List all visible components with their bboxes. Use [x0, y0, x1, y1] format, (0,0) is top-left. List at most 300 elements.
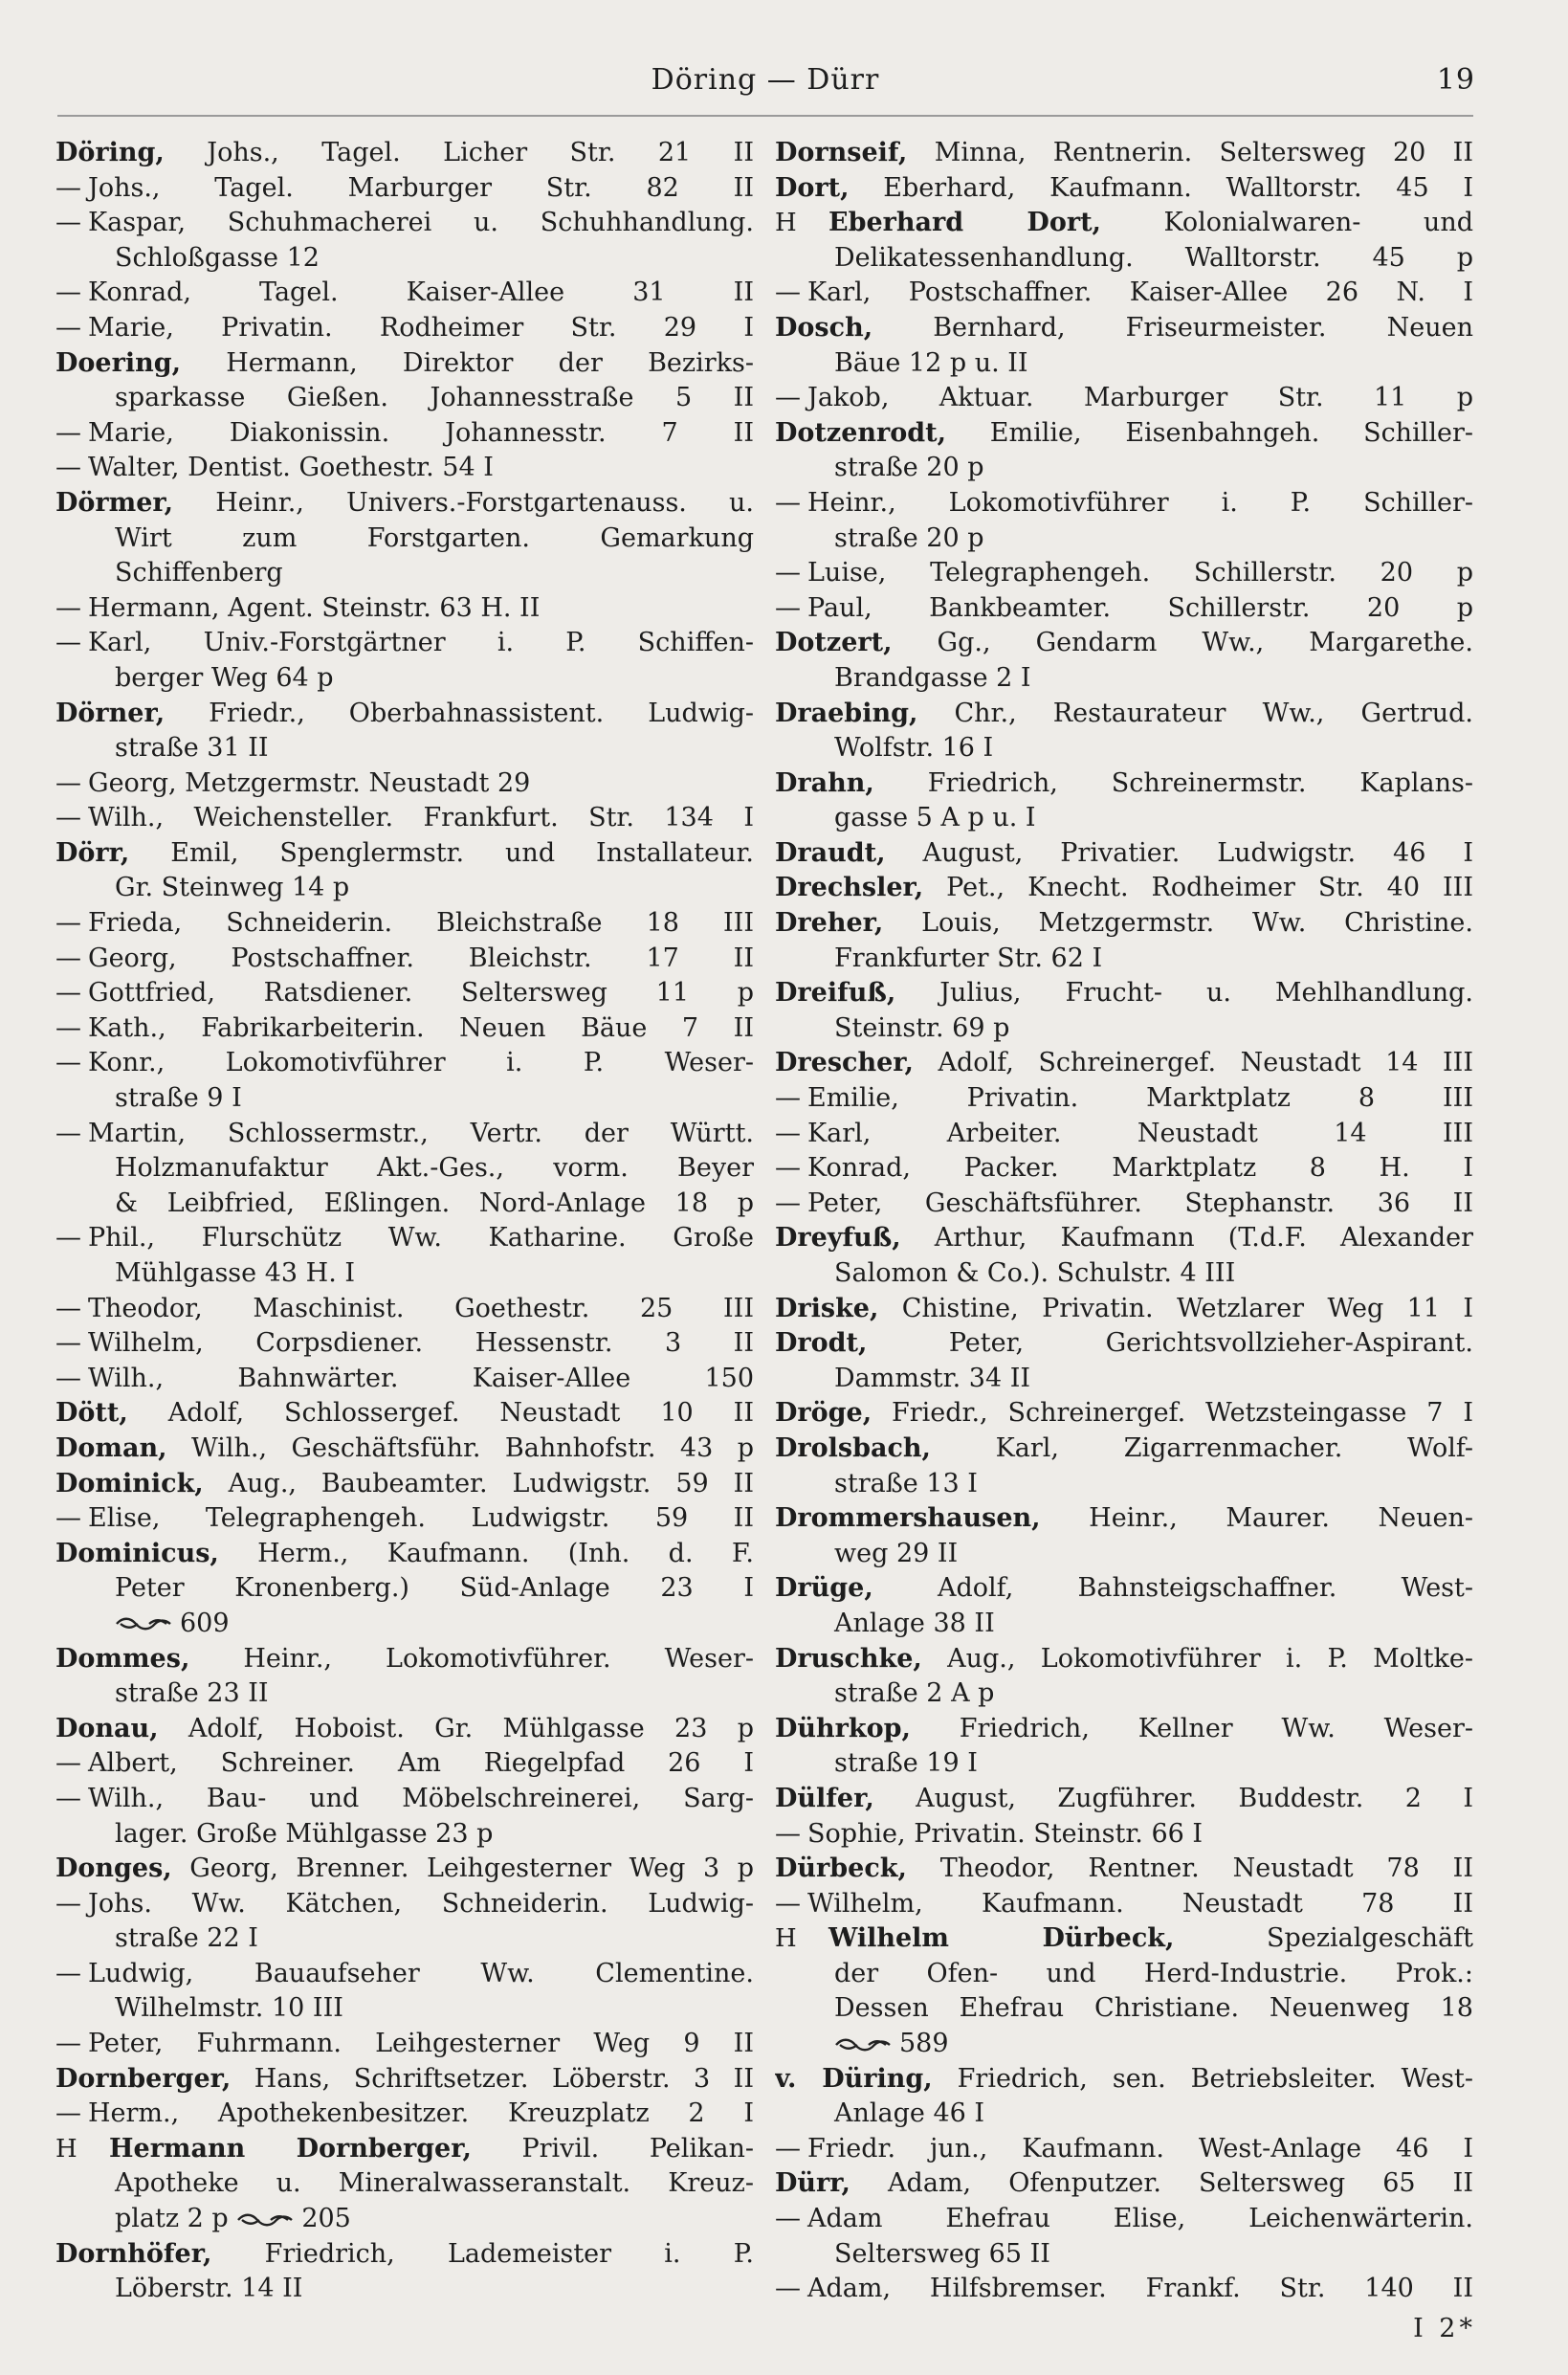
sub-entry-line [55, 2027, 754, 2062]
dash-mark: — [55, 453, 81, 483]
sub-entry-line [55, 801, 754, 836]
continuation-line [55, 2272, 754, 2307]
entry-head-line [775, 766, 1473, 802]
entry-text: Johs. Ww. Kätchen, Schneiderin. Ludwig- [88, 1888, 754, 1919]
running-head: Döring — Dürr [651, 63, 880, 97]
sub-entry-line [775, 2202, 1473, 2237]
surname: Drodt, [775, 1328, 868, 1359]
business-entry-line [775, 1921, 1473, 1957]
entry-text: Adolf, Bahnsteigschaffner. West- [872, 1573, 1473, 1604]
entry-text: Heinr., Maurer. Neuen- [1040, 1503, 1473, 1534]
entry-head-line [775, 1221, 1473, 1256]
sub-entry-line [775, 486, 1473, 522]
surname: Dreher, [775, 908, 884, 939]
dash-mark: — [55, 592, 81, 623]
entry-text: Dessen Ehefrau Christiane. Neuenweg 18 [834, 1993, 1473, 2024]
entry-text: Mühlgasse 43 H. I [115, 1258, 356, 1288]
entry-text: Ludwig, Bauaufseher Ww. Clementine. [88, 1958, 754, 1988]
entry-text: straße 23 II [115, 1678, 269, 1709]
entry-text: Peter Kronenberg.) Süd-Anlage 23 I [115, 1573, 754, 1604]
entry-text: Johs., Tagel. Marburger Str. 82 II [88, 172, 754, 203]
entry-text: straße 13 I [834, 1468, 978, 1498]
entry-head-line [775, 626, 1473, 661]
continuation-line [55, 1676, 754, 1712]
entry-text: Theodor, Maschinist. Goethestr. 25 III [88, 1293, 754, 1323]
surname: Dött, [55, 1398, 128, 1429]
entry-text: August, Privatier. Ludwigstr. 46 I [885, 837, 1473, 868]
dash-mark: — [775, 277, 801, 308]
entry-text: Friedr. jun., Kaufmann. West-Anlage 46 I [807, 2133, 1473, 2164]
entry-head-line [55, 2062, 754, 2098]
entry-text: Marie, Diakonissin. Johannesstr. 7 II [88, 417, 754, 448]
surname: Drommershausen, [775, 1503, 1041, 1534]
entry-text: Heinr., Lokomotivführer i. P. Schiller- [807, 487, 1473, 518]
continuation-line [775, 346, 1473, 382]
sub-entry-line [55, 1746, 754, 1782]
entry-text: Friedr., Schreinergef. Wetzsteingasse 7 I [872, 1398, 1473, 1429]
entry-text: gasse 5 A p u. I [834, 803, 1036, 833]
entry-text: Chr., Restaurateur Ww., Gertrud. [917, 698, 1473, 728]
business-name: Hermann Dornberger, [109, 2133, 472, 2164]
entry-text: weg 29 II [834, 1538, 959, 1568]
dash-mark: — [775, 383, 801, 413]
dash-mark: — [775, 1818, 801, 1849]
sub-entry-line [55, 766, 754, 802]
sub-entry-line [55, 1326, 754, 1362]
entry-text: Anlage 46 I [834, 2098, 985, 2129]
entry-head-line [55, 836, 754, 872]
dash-mark: — [55, 172, 81, 203]
entry-head-line [55, 1852, 754, 1887]
entry-text: Karl, Arbeiter. Neustadt 14 III [807, 1118, 1473, 1148]
sub-entry-line [775, 1081, 1473, 1117]
sub-entry-line [55, 1221, 754, 1256]
entry-head-line [55, 486, 754, 522]
entry-text: Louis, Metzgermstr. Ww. Christine. [883, 908, 1473, 939]
dash-mark: — [775, 487, 801, 518]
entry-head-line [775, 171, 1473, 207]
page-header [57, 63, 1473, 111]
entry-text: Hermann, Agent. Steinstr. 63 H. II [88, 592, 541, 623]
surname: Donges, [55, 1853, 172, 1884]
entry-text: Gg., Gendarm Ww., Margarethe. [892, 628, 1473, 658]
surname: v. Düring, [775, 2063, 933, 2094]
continuation-line [775, 241, 1473, 277]
surname: Dornberger, [55, 2063, 232, 2094]
business-entry-line [775, 206, 1473, 241]
continuation-line [55, 556, 754, 591]
entry-text: Wilh., Bahnwärter. Kaiser-Allee 150 [88, 1363, 754, 1393]
entry-text: Delikatessenhandlung. Walltorstr. 45 p [834, 242, 1473, 273]
surname: Dommes, [55, 1643, 190, 1674]
surname: Dürbeck, [775, 1853, 907, 1884]
sub-entry-line [775, 381, 1473, 416]
sub-entry-line [55, 626, 754, 661]
entry-text: Konr., Lokomotivführer i. P. Weser- [88, 1048, 754, 1078]
telephone-line [55, 1607, 754, 1642]
continuation-line [775, 1676, 1473, 1712]
entry-text: Adam, Ofenputzer. Seltersweg 65 II [850, 2168, 1473, 2199]
continuation-line [775, 1991, 1473, 2027]
entry-text: & Leibfried, Eßlingen. Nord-Anlage 18 p [115, 1188, 754, 1218]
entry-text: Adam, Hilfsbremser. Frankf. Str. 140 II [807, 2274, 1473, 2304]
surname: Dominick, [55, 1468, 204, 1498]
entry-text: Spezialgeschäft [1174, 1923, 1473, 1954]
entry-text: Georg, Metzgermstr. Neustadt 29 [88, 767, 531, 798]
sub-entry-line [55, 311, 754, 346]
entry-head-line [55, 346, 754, 382]
entry-text: straße 31 II [115, 733, 269, 764]
surname: Dörr, [55, 837, 130, 868]
sub-entry-line [55, 1362, 754, 1397]
entry-head-line [775, 1642, 1473, 1677]
business-entry-line [55, 2132, 754, 2167]
entry-head-line [55, 1432, 754, 1467]
continuation-line [55, 1571, 754, 1607]
entry-text: der Ofen- und Herd-Industrie. Prok.: [834, 1958, 1473, 1988]
entry-text: Georg, Postschaffner. Bleichstr. 17 II [88, 943, 754, 973]
continuation-line [55, 1187, 754, 1222]
entry-text: Bäue 12 p u. II [834, 347, 1028, 378]
dash-mark: — [775, 558, 801, 588]
entry-text: Frankfurter Str. 62 I [834, 943, 1103, 973]
continuation-line [775, 1957, 1473, 1992]
surname: Doman, [55, 1432, 167, 1463]
dash-mark: — [55, 417, 81, 448]
surname: Dotzert, [775, 628, 893, 658]
entry-text: Emil, Spenglermstr. und Installateur. [129, 837, 754, 868]
sub-entry-line [775, 276, 1473, 311]
continuation-line [775, 1537, 1473, 1572]
entry-text: Heinr., Univers.-Forstgartenauss. u. [173, 487, 754, 518]
entry-text: Peter, Fuhrmann. Leihgesterner Weg 9 II [88, 2029, 754, 2059]
entry-text: Friedrich, Kellner Ww. Weser- [910, 1713, 1473, 1743]
dash-mark: — [775, 592, 801, 623]
sub-entry-line [55, 276, 754, 311]
entry-text: Salomon & Co.). Schulstr. 4 III [834, 1258, 1236, 1288]
dash-mark: — [55, 943, 81, 973]
entry-head-line [775, 1046, 1473, 1081]
entry-text: Wilh., Weichensteller. Frankfurt. Str. 134 I [88, 803, 754, 833]
continuation-line [775, 1362, 1473, 1397]
dash-mark: — [55, 2029, 81, 2059]
entry-text: Martin, Schlossermstr., Vertr. der Württ. [88, 1118, 754, 1148]
entry-text: Paul, Bankbeamter. Schillerstr. 20 p [807, 592, 1473, 623]
header-rule [57, 115, 1473, 117]
entry-text: Herm., Kaufmann. (Inh. d. F. [218, 1538, 754, 1568]
surname: Drescher, [775, 1048, 914, 1078]
continuation-line [775, 731, 1473, 766]
entry-text: Albert, Schreiner. Am Riegelpfad 26 I [88, 1748, 754, 1779]
continuation-line [775, 451, 1473, 486]
entry-text: Wilhelmstr. 10 III [115, 1993, 343, 2024]
sub-entry-line [775, 2132, 1473, 2167]
page-number: 19 [1436, 63, 1475, 97]
entry-text: Kaspar, Schuhmacherei u. Schuhhandlung. [88, 208, 754, 238]
surname: Döring, [55, 138, 165, 167]
entry-text: Luise, Telegraphengeh. Schillerstr. 20 p [807, 558, 1473, 588]
dash-mark: — [55, 1048, 81, 1078]
telephone-icon [115, 1615, 172, 1632]
continuation-line [55, 1991, 754, 2027]
surname: Dörmer, [55, 487, 174, 518]
sub-entry-line [55, 1011, 754, 1047]
entry-head-line [55, 136, 754, 171]
sub-entry-line [55, 1292, 754, 1327]
sub-entry-line [775, 1187, 1473, 1222]
dash-mark: — [775, 2133, 801, 2164]
business-name: Eberhard Dort, [828, 208, 1101, 238]
sub-entry-line [775, 2272, 1473, 2307]
dash-mark: — [55, 1748, 81, 1779]
entry-text: Minna, Rentnerin. Seltersweg 20 II [907, 138, 1473, 167]
surname: Dörner, [55, 698, 166, 728]
entry-text: straße 22 I [115, 1923, 258, 1954]
dash-mark: — [775, 1188, 801, 1218]
sub-entry-line [55, 171, 754, 207]
entry-head-line [775, 906, 1473, 942]
entry-text: Aug., Baubeamter. Ludwigstr. 59 II [203, 1468, 754, 1498]
surname: Drechsler, [775, 873, 924, 903]
entry-text: Jakob, Aktuar. Marburger Str. 11 p [807, 383, 1473, 413]
entry-text: Sophie, Privatin. Steinstr. 66 I [807, 1818, 1204, 1849]
entry-text: Adam Ehefrau Elise, Leichenwärterin. [807, 2204, 1473, 2234]
surname: Dotzenrodt, [775, 417, 947, 448]
continuation-line [775, 1607, 1473, 1642]
entry-head-line [775, 1852, 1473, 1887]
continuation-line [55, 1817, 754, 1853]
continuation-line [775, 1467, 1473, 1502]
entry-text: Julius, Frucht- u. Mehlhandlung. [895, 978, 1473, 1009]
entry-head-line [775, 1782, 1473, 1817]
entry-text: Aug., Lokomotivführer i. P. Moltke- [921, 1643, 1473, 1674]
entry-text: Kath., Fabrikarbeiterin. Neuen Bäue 7 II [88, 1012, 754, 1043]
continuation-line [775, 1256, 1473, 1292]
entry-text: straße 20 p [834, 453, 984, 483]
entry-text: Karl, Univ.-Forstgärtner i. P. Schiffen- [88, 628, 754, 658]
sub-entry-line [775, 591, 1473, 627]
sub-entry-line [55, 591, 754, 627]
sub-entry-line [55, 416, 754, 452]
entry-text: Peter, Geschäftsführer. Stephanstr. 36 II [807, 1188, 1473, 1218]
entry-text: Wolfstr. 16 I [834, 733, 994, 764]
sub-entry-line [55, 1046, 754, 1081]
entry-head-line [775, 416, 1473, 452]
dash-mark: — [55, 628, 81, 658]
entry-text: Chistine, Privatin. Wetzlarer Weg 11 I [878, 1293, 1473, 1323]
dash-mark: — [775, 1888, 801, 1919]
dash-mark: — [55, 1328, 81, 1359]
entry-text: Theodor, Rentner. Neustadt 78 II [906, 1853, 1473, 1884]
telephone-number: 205 [301, 2204, 351, 2234]
surname: Dornseif, [775, 138, 908, 167]
continuation-line [775, 522, 1473, 557]
entry-head-line [55, 1396, 754, 1432]
continuation-line [55, 1256, 754, 1292]
continuation-line [775, 801, 1473, 836]
right-column [775, 136, 1473, 2307]
left-column [55, 136, 754, 2307]
continuation-line [55, 871, 754, 906]
entry-text: Phil., Flurschütz Ww. Katharine. Große [88, 1223, 754, 1254]
entry-text: Bernhard, Friseurmeister. Neuen [872, 312, 1473, 343]
entry-head-line [775, 1571, 1473, 1607]
entry-head-line [55, 2237, 754, 2273]
sub-entry-line [775, 556, 1473, 591]
surname: Drolsbach, [775, 1432, 931, 1463]
entry-text: Walter, Dentist. Goethestr. 54 I [88, 453, 494, 483]
sub-entry-line [775, 1887, 1473, 1922]
entry-head-line [55, 1712, 754, 1747]
surname: Dreyfuß, [775, 1223, 901, 1254]
dash-mark: — [55, 277, 81, 308]
sub-entry-line [55, 1117, 754, 1152]
sub-entry-line [775, 1817, 1473, 1853]
dash-mark: — [55, 1223, 81, 1254]
sub-entry-line [55, 906, 754, 942]
entry-text: Elise, Telegraphengeh. Ludwigstr. 59 II [88, 1503, 754, 1534]
surname: Draebing, [775, 698, 918, 728]
entry-head-line [775, 1292, 1473, 1327]
telephone-number: 609 [180, 1608, 230, 1638]
continuation-line [55, 2166, 754, 2202]
sub-entry-line [55, 451, 754, 486]
surname: Dührkop, [775, 1713, 911, 1743]
entry-text: straße 19 I [834, 1748, 978, 1779]
dash-mark: — [775, 2204, 801, 2234]
dash-mark: — [55, 312, 81, 343]
entry-head-line [775, 2062, 1473, 2098]
continuation-line [775, 661, 1473, 697]
entry-text: Wilhelm, Corpsdiener. Hessenstr. 3 II [88, 1328, 754, 1359]
dash-mark: — [55, 1363, 81, 1393]
entry-head-line [55, 1467, 754, 1502]
dash-mark: — [55, 2098, 81, 2129]
entry-head-line [775, 871, 1473, 906]
entry-head-line [775, 136, 1473, 171]
sub-entry-line [55, 942, 754, 977]
dash-mark: — [55, 1783, 81, 1813]
entry-text: Steinstr. 69 p [834, 1012, 1010, 1043]
surname: Doering, [55, 347, 181, 378]
business-mark: H [55, 2134, 77, 2164]
entry-head-line [775, 1326, 1473, 1362]
continuation-line [55, 1081, 754, 1117]
continuation-line [55, 381, 754, 416]
entry-text: Dammstr. 34 II [834, 1363, 1031, 1393]
entry-text: Kolonialwaren- und [1100, 208, 1473, 238]
entry-text: Konrad, Packer. Marktplatz 8 H. I [807, 1153, 1473, 1184]
continuation-line [55, 661, 754, 697]
continuation-line [55, 241, 754, 277]
entry-text: Schloßgasse 12 [115, 242, 320, 273]
entry-head-line [55, 1537, 754, 1572]
entry-text: Wirt zum Forstgarten. Gemarkung [115, 522, 754, 553]
entry-text: Hermann, Direktor der Bezirks- [181, 347, 754, 378]
entry-head-line [775, 976, 1473, 1011]
dash-mark: — [55, 1888, 81, 1919]
continuation-line [55, 522, 754, 557]
dash-mark: — [55, 1958, 81, 1988]
entry-text: Eberhard, Kaufmann. Walltorstr. 45 I [849, 172, 1473, 203]
entry-text: Gottfried, Ratsdiener. Seltersweg 11 p [88, 978, 754, 1009]
continuation-line [775, 2237, 1473, 2273]
telephone-icon [236, 2211, 294, 2229]
entry-text: Emilie, Eisenbahngeh. Schiller- [946, 417, 1473, 448]
entry-text: berger Weg 64 p [115, 662, 334, 693]
dash-mark: — [55, 908, 81, 939]
entry-text: Anlage 38 II [834, 1608, 995, 1638]
continuation-line [775, 1746, 1473, 1782]
surname: Drüge, [775, 1573, 873, 1604]
dash-mark: — [775, 1118, 801, 1148]
entry-text: straße 20 p [834, 522, 984, 553]
entry-text: platz 2 p [115, 2204, 237, 2234]
dash-mark: — [775, 1153, 801, 1184]
dash-mark: — [55, 1293, 81, 1323]
sheet-signature: I 2* [1413, 2314, 1476, 2343]
sub-entry-line [775, 1117, 1473, 1152]
dash-mark: — [55, 978, 81, 1009]
surname: Dosch, [775, 312, 873, 343]
entry-text: Löberstr. 14 II [115, 2274, 303, 2304]
entry-text: Konrad, Tagel. Kaiser-Allee 31 II [88, 277, 754, 308]
entry-text: Emilie, Privatin. Marktplatz 8 III [807, 1083, 1473, 1114]
entry-text: Arthur, Kaufmann (T.d.F. Alexander [900, 1223, 1473, 1254]
dash-mark: — [55, 803, 81, 833]
entry-text: Schiffenberg [115, 558, 283, 588]
surname: Donau, [55, 1713, 159, 1743]
sub-entry-line [775, 1151, 1473, 1187]
entry-text: Pet., Knecht. Rodheimer Str. 40 III [923, 873, 1473, 903]
surname: Dürr, [775, 2168, 850, 2199]
dash-mark: — [55, 767, 81, 798]
entry-text: Frieda, Schneiderin. Bleichstraße 18 III [88, 908, 754, 939]
telephone-number: 589 [899, 2029, 949, 2059]
sub-entry-line [55, 206, 754, 241]
telephone-line [775, 2027, 1473, 2062]
entry-text: Herm., Apothekenbesitzer. Kreuzplatz 2 I [88, 2098, 754, 2129]
sub-entry-line [55, 2097, 754, 2132]
dash-mark: — [775, 1083, 801, 1114]
dash-mark: — [55, 1503, 81, 1534]
business-name: Wilhelm Dürbeck, [828, 1923, 1175, 1954]
entry-text: Adolf, Schlossergef. Neustadt 10 II [127, 1398, 754, 1429]
entry-text: Apotheke u. Mineralwasseranstalt. Kreuz- [115, 2168, 754, 2199]
entry-text: Brandgasse 2 I [834, 662, 1031, 693]
sub-entry-line [55, 976, 754, 1011]
entry-text: Heinr., Lokomotivführer. Weser- [189, 1643, 754, 1674]
entry-head-line [55, 1642, 754, 1677]
entry-text: Holzmanufaktur Akt.-Ges., vorm. Beyer [115, 1153, 754, 1184]
entry-head-line [775, 1396, 1473, 1432]
entry-text: Wilh., Bau- und Möbelschreinerei, Sarg- [88, 1783, 754, 1813]
entry-head-line [775, 836, 1473, 872]
continuation-line [55, 1151, 754, 1187]
entry-text: Peter, Gerichtsvollzieher-Aspirant. [867, 1328, 1473, 1359]
surname: Dülfer, [775, 1783, 874, 1813]
entry-text: Friedrich, sen. Betriebsleiter. West- [932, 2063, 1473, 2094]
dash-mark: — [55, 1012, 81, 1043]
entry-text: Gr. Steinweg 14 p [115, 873, 350, 903]
sub-entry-line [55, 1887, 754, 1922]
surname: Dort, [775, 172, 850, 203]
continuation-line [55, 1921, 754, 1957]
surname: Druschke, [775, 1643, 922, 1674]
entry-text: straße 9 I [115, 1083, 242, 1114]
surname: Dominicus, [55, 1538, 219, 1568]
entry-text: Friedrich, Lademeister i. P. [211, 2238, 754, 2269]
